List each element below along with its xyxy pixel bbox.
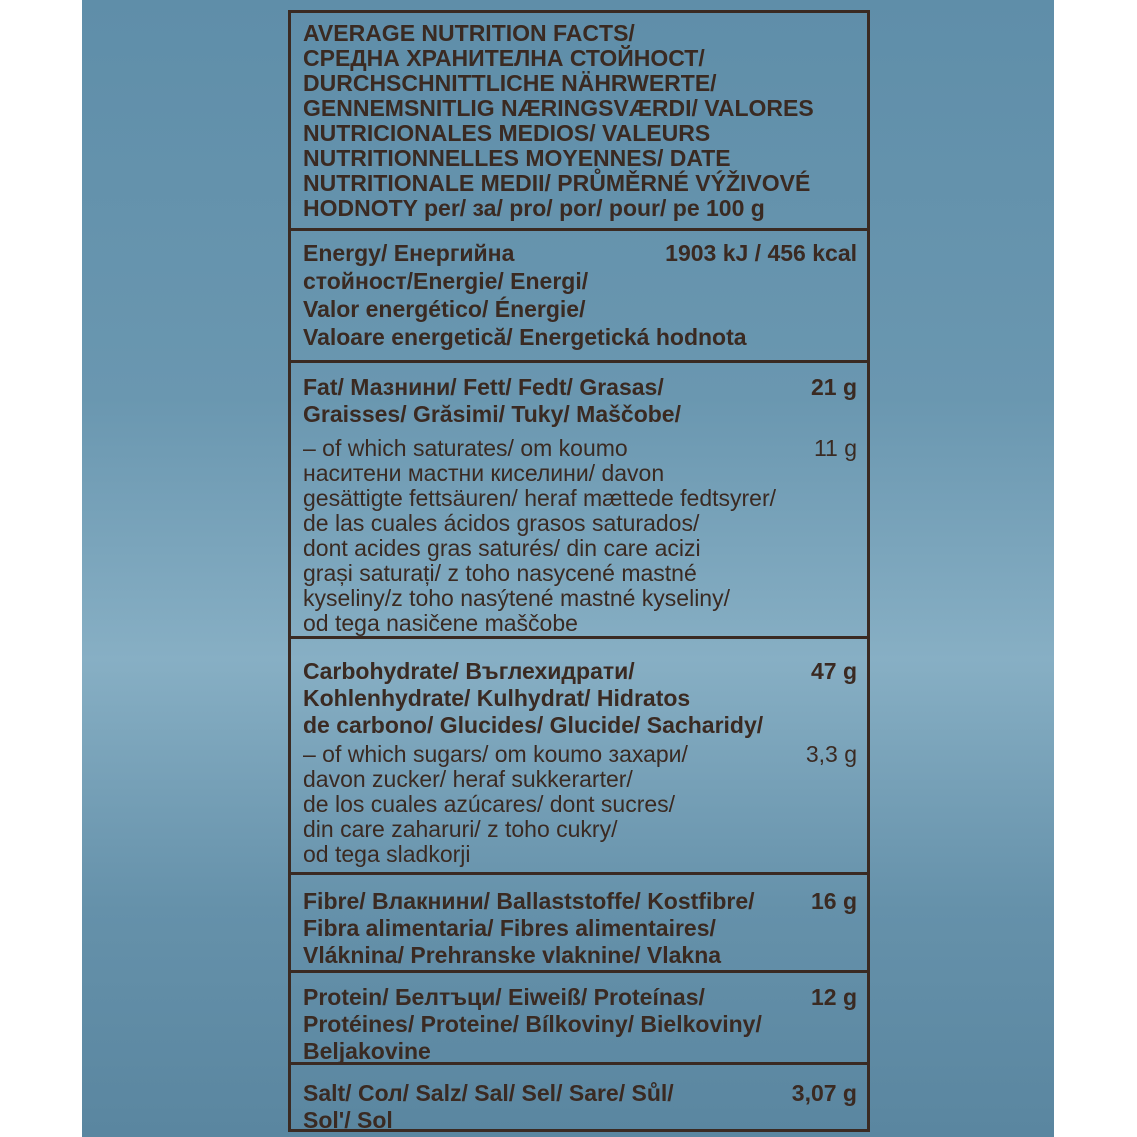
header-line: GENNEMSNITLIG NÆRINGSVÆRDI/ VALORES — [303, 95, 814, 121]
energy-label-line: Energy/ Енергийна — [303, 240, 515, 266]
sugars-row — [303, 742, 857, 767]
saturates-label-line: наситени мастни киселини/ davon — [303, 460, 665, 486]
fibre-section — [291, 872, 867, 970]
fibre-value: 16 g — [810, 888, 857, 914]
energy-label-line: стойност/Energie/ Energi/ — [303, 268, 589, 294]
fibre-label-line: Fibra alimentaria/ Fibres alimentaires/ — [303, 915, 716, 941]
sugars-label-line: davon zucker/ heraf sukkerarter/ — [303, 766, 633, 792]
fibre-row — [303, 889, 857, 914]
sugars-label-line: od tega sladkorji — [303, 841, 471, 867]
header-line: NUTRICIONALES MEDIOS/ VALEURS — [303, 120, 711, 146]
fat-row — [303, 375, 857, 400]
carbohydrate-label-line: Kohlenhydrate/ Kulhydrat/ Hidratos — [303, 685, 691, 711]
fat-value: 21 g — [810, 374, 857, 400]
header-line: NUTRITIONALE MEDII/ PRŮMĚRNÉ VÝŽIVOVÉ — [303, 170, 811, 196]
fat-section — [291, 360, 867, 636]
header-line: AVERAGE NUTRITION FACTS/ — [303, 20, 635, 46]
carbohydrate-section — [291, 636, 867, 872]
protein-label-line: Beljakovine — [303, 1038, 431, 1064]
energy-value: 1903 kJ / 456 kcal — [665, 240, 857, 266]
protein-label-line: Protein/ Белтъци/ Eiweiß/ Proteínas/ — [303, 984, 705, 1010]
header-line: NUTRITIONNELLES MOYENNES/ DATE — [303, 145, 731, 171]
salt-label-line: Salt/ Сол/ Salz/ Sal/ Sel/ Sare/ Sůl/ — [303, 1080, 674, 1106]
header-line: HODNOTY per/ за/ pro/ por/ pour/ pe 100 g — [303, 195, 765, 221]
sugars-label-line: de los cuales azúcares/ dont sucres/ — [303, 791, 676, 817]
carbohydrate-label-line: Carbohydrate/ Въглехидрати/ — [303, 658, 635, 684]
saturates-label-line: – of which saturates/ om koumo — [303, 435, 628, 461]
protein-value: 12 g — [810, 984, 857, 1010]
header-section — [291, 21, 867, 233]
fibre-label-line: Vláknina/ Prehranske vlaknine/ Vlakna — [303, 942, 722, 968]
carbohydrate-row — [303, 659, 857, 684]
carbohydrate-label-line: de carbono/ Glucides/ Glucide/ Sacharidy/ — [303, 712, 764, 738]
fat-label-line: Graisses/ Grăsimi/ Tuky/ Maščobe/ — [303, 401, 681, 427]
saturates-label-line: dont acides gras saturés/ din care acizi — [303, 535, 701, 561]
saturates-row — [303, 436, 857, 461]
salt-value: 3,07 g — [791, 1080, 857, 1106]
protein-row — [303, 985, 857, 1010]
carbohydrate-value: 47 g — [810, 658, 857, 684]
fat-label-line: Fat/ Мазнини/ Fett/ Fedt/ Grasas/ — [303, 374, 664, 400]
salt-section — [291, 1062, 867, 1133]
energy-section — [291, 228, 867, 360]
saturates-label-line: grași saturați/ z toho nasycené mastné — [303, 560, 697, 586]
saturates-label-line: od tega nasičene maščobe — [303, 610, 578, 636]
saturates-value: 11 g — [813, 435, 857, 461]
energy-label-line: Valor energético/ Énergie/ — [303, 296, 586, 322]
protein-label-line: Protéines/ Proteine/ Bílkoviny/ Bielkoviny/ — [303, 1011, 762, 1037]
saturates-label-line: kyseliny/z toho nasýtené mastné kyseliny/ — [303, 585, 730, 611]
sugars-label-line: – of which sugars/ om koumo захари/ — [303, 741, 688, 767]
sugars-value: 3,3 g — [805, 741, 857, 767]
salt-label-line: Sol'/ Sol — [303, 1107, 393, 1133]
nutrition-facts-table — [288, 10, 870, 1132]
salt-row — [303, 1081, 857, 1106]
header-line: СРЕДНА ХРАНИТЕЛНА СТОЙНОСТ/ — [303, 45, 705, 71]
header-line: DURCHSCHNITTLICHE NÄHRWERTE/ — [303, 70, 717, 96]
energy-row — [303, 241, 857, 266]
protein-section — [291, 970, 867, 1062]
fibre-label-line: Fibre/ Влакнини/ Ballaststoffe/ Kostfibre/ — [303, 888, 755, 914]
sugars-label-line: din care zaharuri/ z toho cukry/ — [303, 816, 618, 842]
energy-label-line: Valoare energetică/ Energetická hodnota — [303, 324, 747, 350]
saturates-label-line: gesättigte fettsäuren/ heraf mættede fedtsyrer/ — [303, 485, 777, 511]
saturates-label-line: de las cuales ácidos grasos saturados/ — [303, 510, 700, 536]
